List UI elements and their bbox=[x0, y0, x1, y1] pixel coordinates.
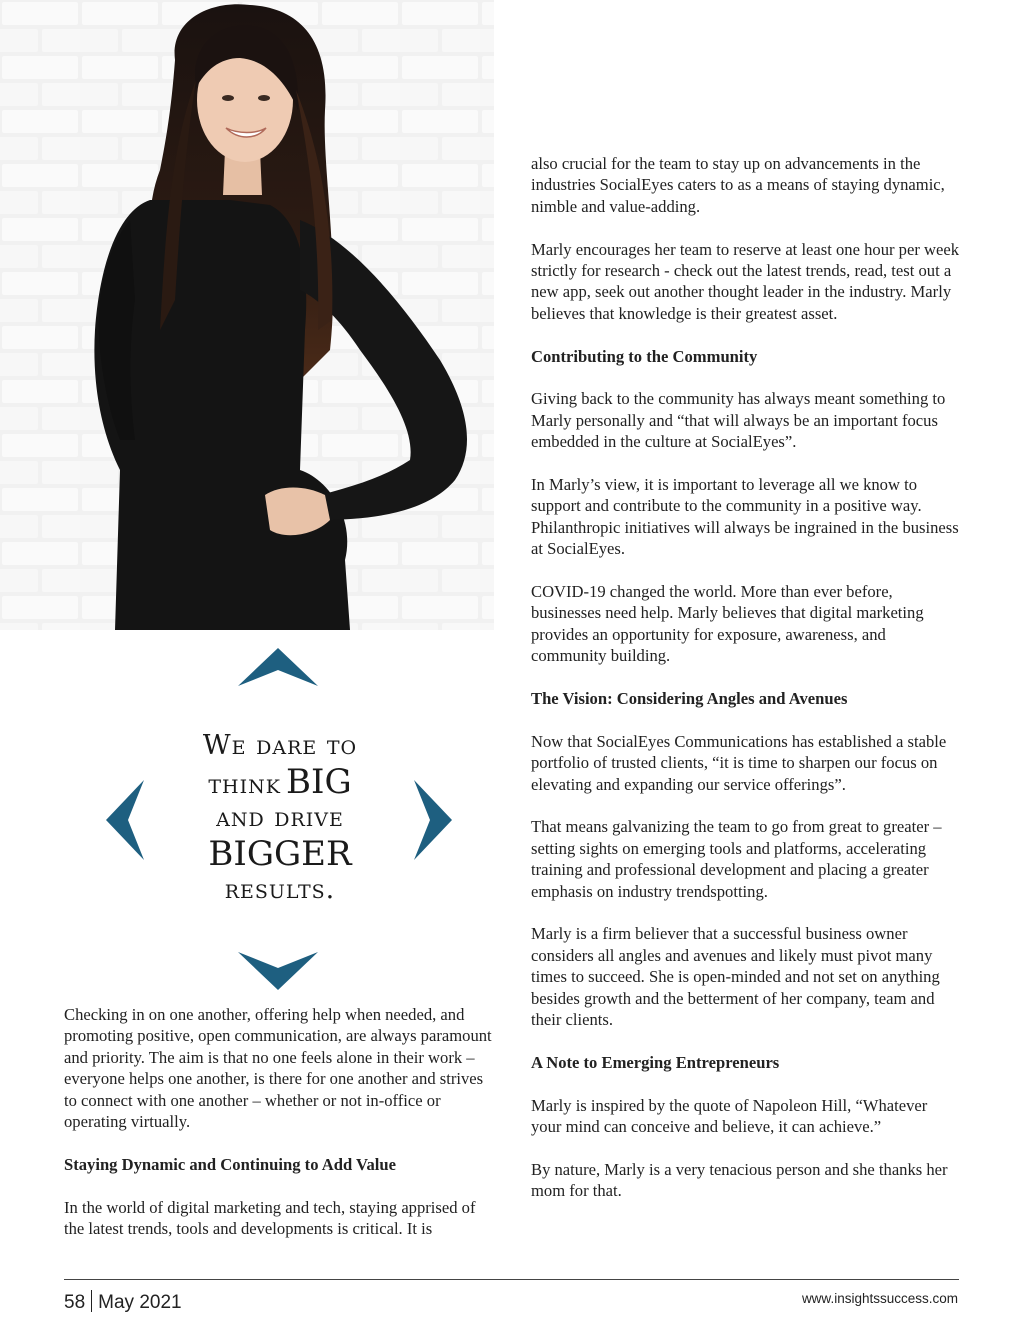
section-heading-vision: The Vision: Considering Angles and Avenues bbox=[531, 689, 848, 709]
footer-page-info bbox=[64, 1290, 182, 1314]
section-heading-community: Contributing to the Community bbox=[531, 346, 758, 366]
right-paragraph-3: Giving back to the community has always meant something to Marly personally and “that will always be an important focus embedded in the culture at SocialEyes”. bbox=[531, 389, 946, 452]
left-paragraph-1: Checking in on one another, offering help when needed, and promoting positive, open communication, are always paramount and priority. The aim is that no one feels alone in their work – everyone helps one another, is there for one another and strives to connect with one another – whether or not in-office or operating virtually. bbox=[64, 1005, 492, 1132]
pull-quote-line3: and drive bbox=[216, 801, 344, 833]
section-heading-entrepreneurs: A Note to Emerging Entrepreneurs bbox=[531, 1052, 780, 1072]
pull-quote-line5: results. bbox=[224, 873, 336, 905]
right-paragraph-1: also crucial for the team to stay up on advancements in the industries SocialEyes caters to as a means of staying dynamic, nimble and value-adding. bbox=[531, 154, 945, 216]
left-column bbox=[64, 1004, 496, 1261]
chevron-left-icon bbox=[104, 780, 144, 860]
chevron-right-icon bbox=[414, 780, 454, 860]
pull-quote-line4: BIGGER bbox=[208, 833, 352, 874]
chevron-down-icon bbox=[238, 952, 318, 992]
page-number: 58 bbox=[64, 1292, 86, 1313]
website-url: www.insightssuccess.com bbox=[801, 1291, 958, 1306]
right-paragraph-7: That means galvanizing the team to go from great to greater – setting sights on emerging tools and platforms, accelerating training and professional development and placing a greater emphasis on industry trendspotting. bbox=[531, 817, 942, 901]
right-column bbox=[531, 153, 961, 1223]
pull-quote-line2-word: think bbox=[208, 768, 281, 800]
right-paragraph-8: Marly is a firm believer that a successful business owner considers all angles and avenues and likely must pivot many times to succeed. She is open-minded and not set on anything besides growth and the betterment of her company, team and their clients. bbox=[531, 924, 940, 1030]
right-paragraph-4: In Marly’s view, it is important to leverage all we know to support and contribute to the community in a positive way. Philanthropic initiatives will always be ingrained in the business at SocialEyes. bbox=[531, 475, 959, 559]
right-paragraph-2: Marly encourages her team to reserve at least one hour per week strictly for research - check out the latest trends, read, test out a new app, seek out another thought leader in the industry. Marly believes that knowledge is their greatest asset. bbox=[531, 239, 960, 323]
pull-quote-line2-big: BIG bbox=[286, 761, 352, 802]
portrait-photo bbox=[0, 0, 494, 630]
footer-separator bbox=[91, 1290, 92, 1312]
issue-date: May 2021 bbox=[98, 1292, 182, 1313]
right-paragraph-10: By nature, Marly is a very tenacious person and she thanks her mom for that. bbox=[531, 1159, 948, 1201]
right-paragraph-5: COVID-19 changed the world. More than ever before, businesses need help. Marly believes that digital marketing provides an opportunity for exposure, awareness, and community building. bbox=[531, 582, 924, 666]
pull-quote-line1: We dare to bbox=[202, 730, 358, 761]
right-paragraph-9: Marly is inspired by the quote of Napoleon Hill, “Whatever your mind can conceive and believe, it can achieve.” bbox=[531, 1095, 928, 1137]
footer-divider bbox=[64, 1279, 959, 1280]
chevron-up-icon bbox=[238, 646, 318, 686]
section-heading-staying-dynamic: Staying Dynamic and Continuing to Add Value bbox=[64, 1154, 396, 1174]
pull-quote bbox=[150, 730, 410, 906]
portrait-illustration bbox=[0, 0, 494, 630]
left-paragraph-2: In the world of digital marketing and tech, staying apprised of the latest trends, tools and developments is critical. It is bbox=[64, 1197, 476, 1239]
right-paragraph-6: Now that SocialEyes Communications has established a stable portfolio of trusted clients, “it is time to sharpen our focus on elevating and expanding our service offerings”. bbox=[531, 731, 947, 794]
